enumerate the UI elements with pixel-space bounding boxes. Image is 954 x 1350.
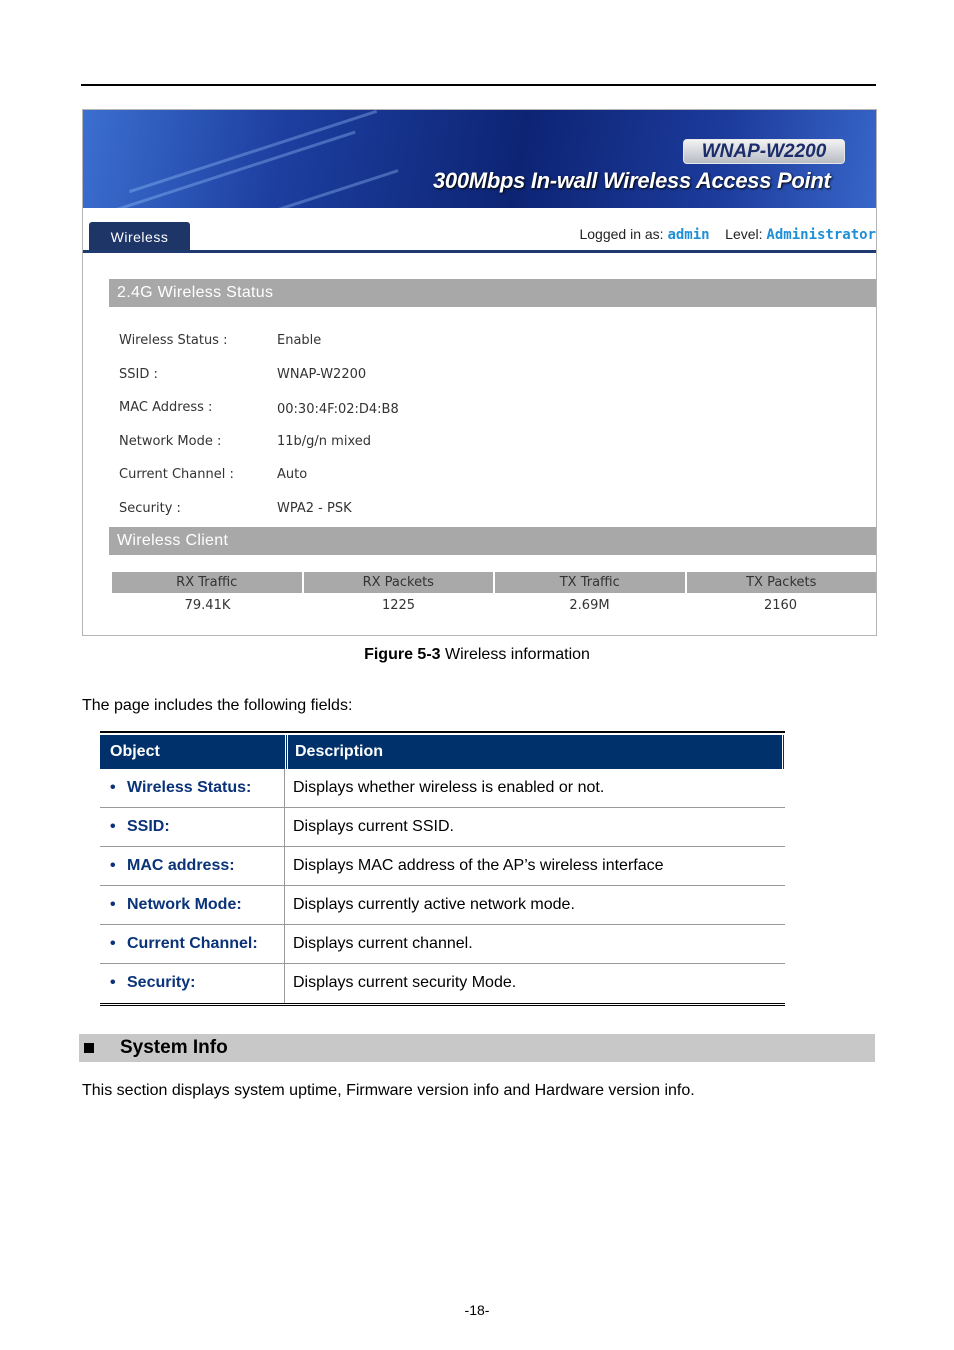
table-row (100, 886, 785, 925)
client-section-title: Wireless Client (109, 527, 876, 555)
field-name: MAC address: (127, 857, 235, 874)
figure-label: Figure 5-3 (364, 646, 441, 663)
status-row (119, 501, 352, 516)
status-row (119, 400, 399, 415)
table-row (100, 769, 785, 808)
header-object: Object (100, 735, 288, 769)
field-name: Wireless Status: (127, 779, 252, 796)
product-title: 300Mbps In-wall Wireless Access Point (433, 168, 831, 193)
field-description: Displays whether wireless is enabled or not. (293, 779, 605, 796)
client-col-header: TX Traffic (495, 572, 687, 593)
field-description: Displays currently active network mode. (293, 896, 575, 913)
fields-table (100, 731, 785, 1006)
product-banner (83, 110, 876, 208)
table-row (100, 808, 785, 847)
client-cell: 79.41K (184, 598, 231, 613)
status-label: Security : (119, 501, 181, 516)
wireless-info-screenshot (82, 109, 877, 636)
status-label: SSID : (119, 367, 158, 382)
figure-caption (0, 646, 954, 664)
status-label: MAC Address : (119, 400, 213, 415)
header-rule (81, 84, 876, 86)
logged-in-user: admin (667, 227, 710, 243)
status-value: 11b/g/n mixed (277, 434, 371, 449)
status-value: 00:30:4F:02:D4:B8 (277, 402, 399, 417)
field-description: Displays current security Mode. (293, 974, 517, 991)
nav-bar (83, 208, 876, 253)
square-bullet-icon (84, 1043, 94, 1053)
client-col-header: TX Packets (687, 572, 877, 593)
bullet-icon: • (110, 935, 116, 952)
field-name: Security: (127, 974, 196, 991)
system-info-heading: System Info (120, 1037, 228, 1058)
client-table-header (112, 572, 876, 593)
bullet-icon: • (110, 818, 116, 835)
logged-in-label: Logged in as: (579, 226, 664, 242)
intro-text: The page includes the following fields: (82, 697, 353, 714)
level-label: Level: (725, 226, 763, 242)
field-name: Network Mode: (127, 896, 242, 913)
field-name: Current Channel: (127, 935, 258, 952)
status-label: Network Mode : (119, 434, 222, 449)
status-section-title: 2.4G Wireless Status (109, 279, 876, 307)
client-cell: 2.69M (569, 598, 610, 613)
header-description: Description (288, 735, 785, 769)
figure-caption-text: Wireless information (440, 646, 590, 663)
table-row (100, 847, 785, 886)
system-info-text: This section displays system uptime, Firmware version info and Hardware version info. (82, 1082, 695, 1099)
tab-wireless[interactable]: Wireless (89, 222, 190, 250)
status-value: WNAP-W2200 (277, 367, 367, 382)
status-row (119, 467, 307, 482)
page-number: -18- (464, 1302, 490, 1318)
bullet-icon: • (110, 896, 116, 913)
status-label: Current Channel : (119, 467, 234, 482)
bullet-icon: • (110, 974, 116, 991)
client-cell: 2160 (763, 598, 798, 613)
client-table-row (112, 598, 876, 613)
field-description: Displays current SSID. (293, 818, 454, 835)
level-value: Administrator (766, 227, 876, 243)
bullet-icon: • (110, 857, 116, 874)
status-value: WPA2 - PSK (277, 501, 352, 516)
status-row (119, 333, 321, 348)
client-col-header: RX Packets (304, 572, 496, 593)
table-row (100, 925, 785, 964)
status-row (119, 434, 371, 449)
table-header (100, 733, 785, 769)
field-description: Displays MAC address of the AP’s wireless interface (293, 857, 664, 874)
client-cell: 1225 (381, 598, 416, 613)
login-info (579, 226, 876, 243)
status-label: Wireless Status : (119, 333, 228, 348)
system-info-heading-bar (79, 1034, 875, 1062)
status-value: Enable (277, 333, 322, 348)
table-row (100, 964, 785, 1003)
field-description: Displays current channel. (293, 935, 473, 952)
status-row (119, 367, 366, 382)
bullet-icon: • (110, 779, 116, 796)
field-name: SSID: (127, 818, 170, 835)
model-badge: WNAP-W2200 (683, 139, 845, 164)
client-col-header: RX Traffic (112, 572, 304, 593)
status-value: Auto (277, 467, 308, 482)
